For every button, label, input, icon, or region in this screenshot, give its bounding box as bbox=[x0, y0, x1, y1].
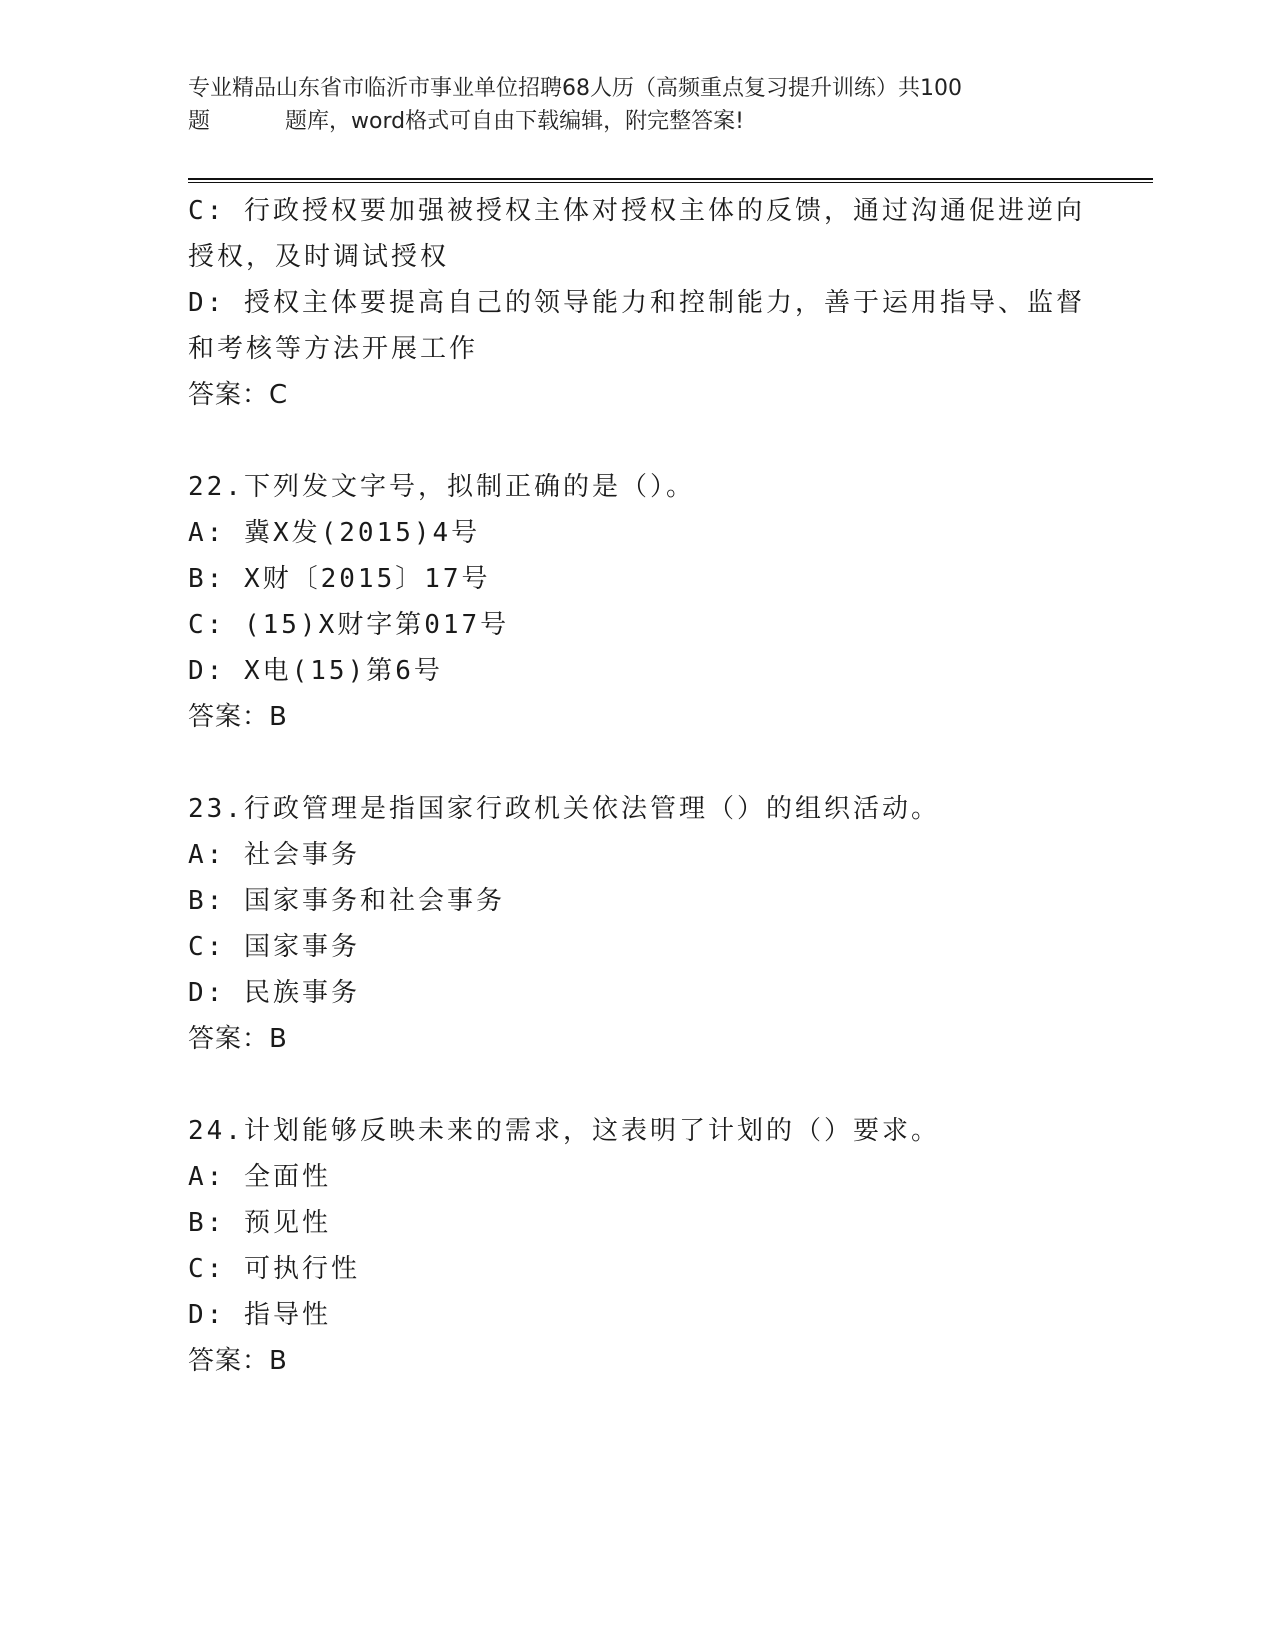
q21-option-d-line2: 和考核等方法开展工作 bbox=[188, 334, 479, 364]
question-spacer bbox=[188, 740, 1088, 786]
q22-answer: 答案：B bbox=[188, 702, 288, 732]
question-content bbox=[188, 188, 1088, 1384]
header-title-line2-right: 题库，word格式可自由下载编辑，附完整答案! bbox=[285, 109, 744, 134]
q24-stem: 24.计划能够反映未来的需求，这表明了计划的（）要求。 bbox=[188, 1116, 940, 1146]
question-spacer bbox=[188, 1062, 1088, 1108]
q22-option-c: C: (15)X财字第017号 bbox=[188, 610, 510, 640]
q24-answer: 答案：B bbox=[188, 1346, 288, 1376]
q21-option-c-line1: C: 行政授权要加强被授权主体对授权主体的反馈，通过沟通促进逆向 bbox=[188, 196, 1085, 226]
q22-option-d: D: X电(15)第6号 bbox=[188, 656, 443, 686]
q23-option-d: D: 民族事务 bbox=[188, 978, 360, 1008]
q24-option-d: D: 指导性 bbox=[188, 1300, 331, 1330]
q24-option-b: B: 预见性 bbox=[188, 1208, 331, 1238]
page-header bbox=[188, 72, 1088, 138]
q23-answer: 答案：B bbox=[188, 1024, 288, 1054]
header-divider bbox=[188, 178, 1153, 183]
q23-option-a: A: 社会事务 bbox=[188, 840, 360, 870]
header-title-line2-left: 题 bbox=[188, 109, 211, 134]
q22-stem: 22.下列发文字号，拟制正确的是（）。 bbox=[188, 472, 695, 502]
q24-option-a: A: 全面性 bbox=[188, 1162, 331, 1192]
q22-option-b: B: X财〔2015〕17号 bbox=[188, 564, 491, 594]
question-spacer bbox=[188, 418, 1088, 464]
q23-stem: 23.行政管理是指国家行政机关依法管理（）的组织活动。 bbox=[188, 794, 940, 824]
q22-option-a: A: 冀X发(2015)4号 bbox=[188, 518, 481, 548]
q24-option-c: C: 可执行性 bbox=[188, 1254, 360, 1284]
q21-option-d-line1: D: 授权主体要提高自己的领导能力和控制能力，善于运用指导、监督 bbox=[188, 288, 1085, 318]
header-gap bbox=[210, 105, 285, 138]
q21-answer: 答案：C bbox=[188, 380, 289, 410]
header-title-line2 bbox=[188, 105, 1088, 138]
q23-option-b: B: 国家事务和社会事务 bbox=[188, 886, 505, 916]
q21-option-c-line2: 授权，及时调试授权 bbox=[188, 242, 450, 272]
q23-option-c: C: 国家事务 bbox=[188, 932, 360, 962]
header-title-line1: 专业精品山东省市临沂市事业单位招聘68人历（高频重点复习提升训练）共100 bbox=[188, 76, 962, 101]
